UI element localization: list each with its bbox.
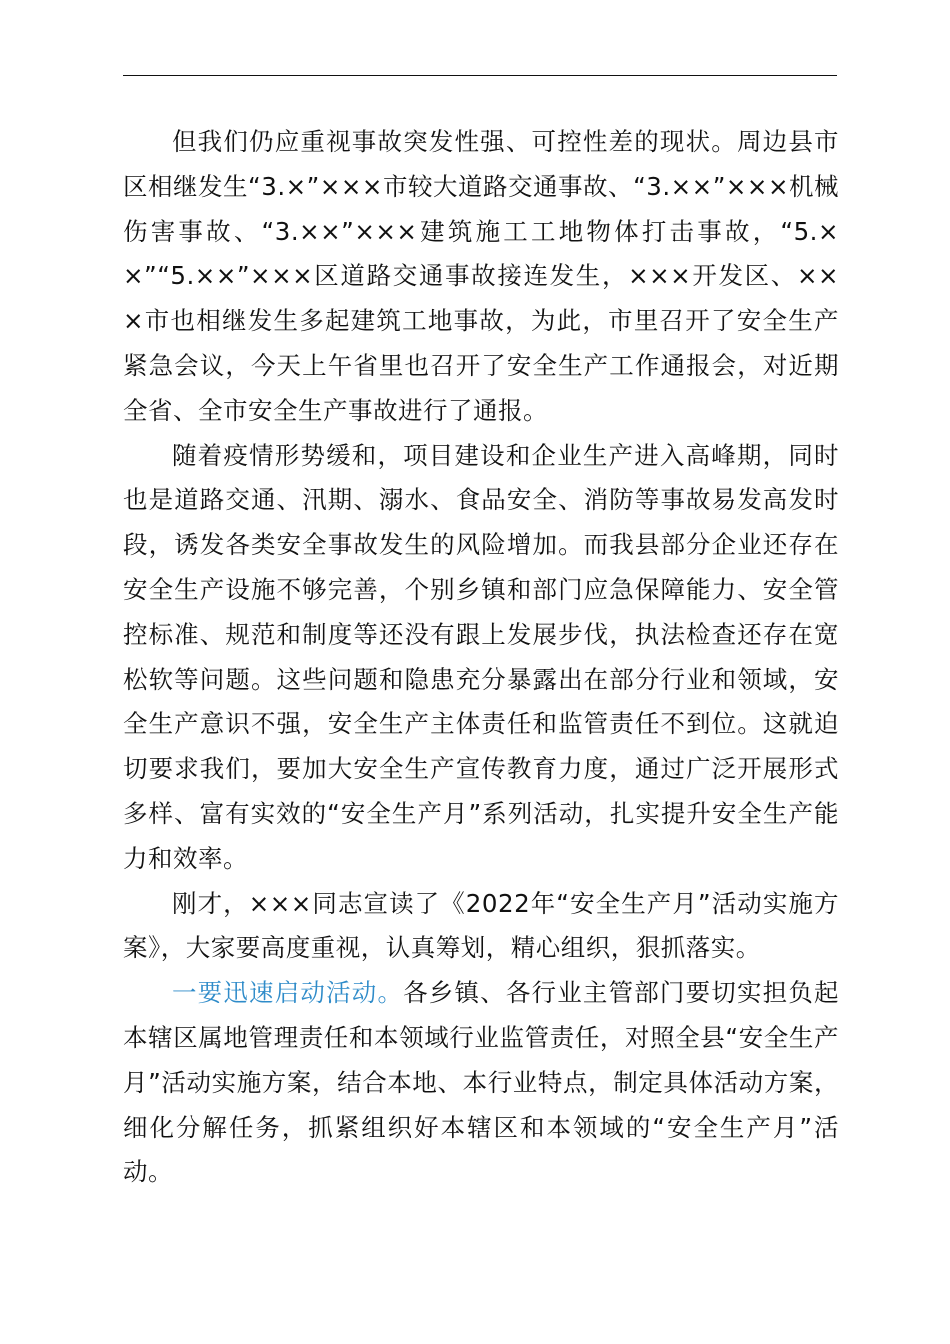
paragraph-4 [123,971,839,1195]
paragraph-4-text: 各乡镇、各行业主管部门要切实担负起本辖区属地管理责任和本领域行业监管责任，对照全县“安全生产月”活动实施方案，结合本地、本行业特点，制定具体活动方案，细化分解任务，抓紧组织好本辖区和本领域的“安全生产月”活动。 [123,978,840,1187]
paragraph-1: 但我们仍应重视事故突发性强、可控性差的现状。周边县市区相继发生“3.×”×××市较大道路交通事故、“3.××”×××机械伤害事故、“3.××”×××建筑施工工地物体打击事故，“5.××”“5.××”×××区道路交通事故接连发生，×××开发区、×××市也相继发生多起建筑工地事故，为此，市里召开了安全生产紧急会议，今天上午省里也召开了安全生产工作通报会，对近期全省、全市安全生产事故进行了通报。 [123,127,839,425]
header-rule [123,75,837,76]
section-heading: 一要迅速启动活动。 [172,978,404,1008]
paragraph-3: 刚才，×××同志宣读了《2022年“安全生产月”活动实施方案》，大家要高度重视，认真筹划，精心组织，狠抓落实。 [123,888,839,963]
paragraph-2: 随着疫情形势缓和，项目建设和企业生产进入高峰期，同时也是道路交通、汛期、溺水、食品安全、消防等事故易发高发时段，诱发各类安全事故发生的风险增加。而我县部分企业还存在安全生产设施不够完善，个别乡镇和部门应急保障能力、安全管控标准、规范和制度等还没有跟上发展步伐，执法检查还存在宽松软等问题。这些问题和隐患充分暴露出在部分行业和领域，安全生产意识不强，安全生产主体责任和监管责任不到位。这就迫切要求我们，要加大安全生产宣传教育力度，通过广泛开展形式多样、富有实效的“安全生产月”系列活动，扎实提升安全生产能力和效率。 [123,440,839,873]
document-body [123,120,839,1195]
